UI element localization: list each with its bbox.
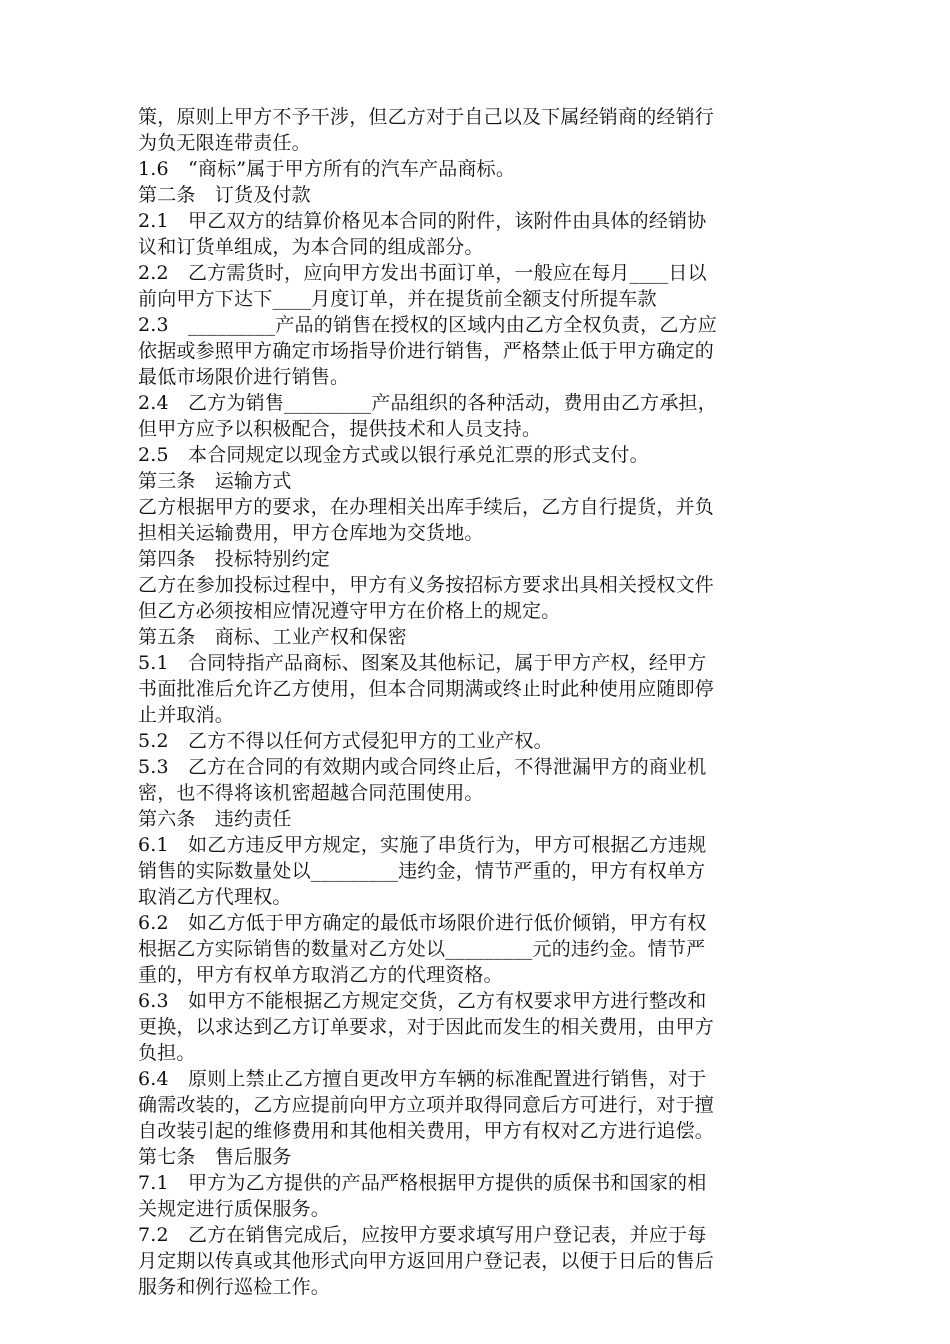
text-line: 为负无限连带责任。 (138, 132, 311, 154)
article-2-heading: 第二条 订货及付款 (138, 184, 311, 206)
text-line: 前向甲方下达下____月度订单，并在提货前全额支付所提车款 (138, 288, 657, 310)
article-5-heading: 第五条 商标、工业产权和保密 (138, 626, 407, 648)
text-line: 月定期以传真或其他形式向甲方返回用户登记表，以便于日后的售后 (138, 1250, 715, 1272)
clause-5-3: 5.3 乙方在合同的有效期内或合同终止后，不得泄漏甲方的商业机 (138, 756, 707, 778)
text-line: 负担。 (138, 1042, 196, 1064)
clause-6-3: 6.3 如甲方不能根据乙方规定交货，乙方有权要求甲方进行整改和 (138, 990, 707, 1012)
text-line: 根据乙方实际销售的数量对乙方处以_________元的违约金。情节严 (138, 938, 706, 960)
text-line: 重的，甲方有权单方取消乙方的代理资格。 (138, 964, 503, 986)
clause-1-6: 1.6 “商标”属于甲方所有的汽车产品商标。 (138, 158, 516, 180)
text-line: 担相关运输费用，甲方仓库地为交货地。 (138, 522, 484, 544)
clause-2-5: 2.5 本合同规定以现金方式或以银行承兑汇票的形式支付。 (138, 444, 649, 466)
text-line: 但甲方应予以积极配合，提供技术和人员支持。 (138, 418, 542, 440)
text-line: 自改装引起的维修费用和其他相关费用，甲方有权对乙方进行追偿。 (138, 1120, 715, 1142)
text-line: 议和订货单组成，为本合同的组成部分。 (138, 236, 484, 258)
text-line: 更换，以求达到乙方订单要求，对于因此而发生的相关费用，由甲方 (138, 1016, 715, 1038)
clause-6-4: 6.4 原则上禁止乙方擅自更改甲方车辆的标准配置进行销售，对于 (138, 1068, 707, 1090)
text-line: 密，也不得将该机密超越合同范围使用。 (138, 782, 484, 804)
article-6-heading: 第六条 违约责任 (138, 808, 292, 830)
clause-2-2: 2.2 乙方需货时，应向甲方发出书面订单，一般应在每月____日以 (138, 262, 707, 284)
text-line: 确需改装的，乙方应提前向甲方立项并取得同意后方可进行，对于擅 (138, 1094, 715, 1116)
text-line: 最低市场限价进行销售。 (138, 366, 350, 388)
text-line: 策，原则上甲方不予干涉，但乙方对于自己以及下属经销商的经销行 (138, 106, 715, 128)
clause-7-1: 7.1 甲方为乙方提供的产品严格根据甲方提供的质保书和国家的相 (138, 1172, 707, 1194)
clause-6-1: 6.1 如乙方违反甲方规定，实施了串货行为，甲方可根据乙方违规 (138, 834, 707, 856)
text-line: 乙方根据甲方的要求，在办理相关出库手续后，乙方自行提货，并负 (138, 496, 715, 518)
text-line: 依据或参照甲方确定市场指导价进行销售，严格禁止低于甲方确定的 (138, 340, 715, 362)
clause-2-1: 2.1 甲乙双方的结算价格见本合同的附件，该附件由具体的经销协 (138, 210, 707, 232)
text-line: 但乙方必须按相应情况遵守甲方在价格上的规定。 (138, 600, 561, 622)
text-line: 销售的实际数量处以_________违约金，情节严重的，甲方有权单方 (138, 860, 706, 882)
text-line: 止并取消。 (138, 704, 235, 726)
clause-5-2: 5.2 乙方不得以任何方式侵犯甲方的工业产权。 (138, 730, 553, 752)
article-4-heading: 第四条 投标特别约定 (138, 548, 331, 570)
text-line: 书面批准后允许乙方使用，但本合同期满或终止时此种使用应随即停 (138, 678, 715, 700)
clause-2-4: 2.4 乙方为销售_________产品组织的各种活动，费用由乙方承担， (138, 392, 717, 414)
clause-5-1: 5.1 合同特指产品商标、图案及其他标记，属于甲方产权，经甲方 (138, 652, 707, 674)
clause-2-3: 2.3 _________产品的销售在授权的区域内由乙方全权负责，乙方应 (138, 314, 717, 336)
text-line: 服务和例行巡检工作。 (138, 1276, 331, 1298)
clause-6-2: 6.2 如乙方低于甲方确定的最低市场限价进行低价倾销，甲方有权 (138, 912, 707, 934)
article-7-heading: 第七条 售后服务 (138, 1146, 292, 1168)
text-line: 关规定进行质保服务。 (138, 1198, 331, 1220)
article-3-heading: 第三条 运输方式 (138, 470, 292, 492)
text-line: 乙方在参加投标过程中，甲方有义务按招标方要求出具相关授权文件 (138, 574, 715, 596)
clause-7-2: 7.2 乙方在销售完成后，应按甲方要求填写用户登记表，并应于每 (138, 1224, 707, 1246)
text-line: 取消乙方代理权。 (138, 886, 292, 908)
